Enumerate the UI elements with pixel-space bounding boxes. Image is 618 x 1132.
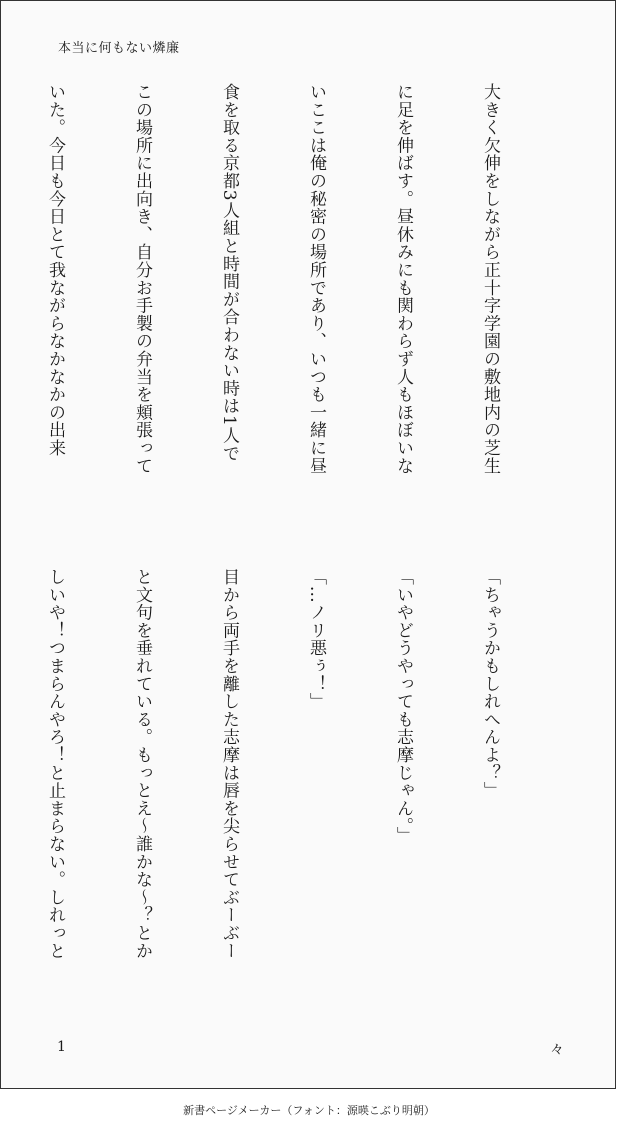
text-line: に足を伸ばす。昼休みにも関わらず人もほぼいな xyxy=(393,83,413,475)
text-line: 大きく欠伸をしながら正十字学園の敷地内の芝生 xyxy=(480,83,500,475)
text-line: 食を取る京都3人組と時間が合わない時は1人で xyxy=(219,83,239,463)
page-number: 1 xyxy=(57,1039,66,1055)
text-line: と文句を垂れている。もっとえ〜誰かな〜？とか xyxy=(132,568,152,960)
text-line: いた。今日も今日とて我ながらなかなかの出来 xyxy=(45,83,65,457)
text-line: いここは俺の秘密の場所であり、いつも一緒に昼 xyxy=(306,83,326,475)
dialogue-line: 「…ノリ悪ぅ！」 xyxy=(306,568,326,711)
page-title: 本当に何もない燐廉 xyxy=(58,41,180,56)
top-text-block xyxy=(0,83,562,513)
text-line: この場所に出向き、自分お手製の弁当を頬張って xyxy=(132,83,152,475)
dialogue-line: 「いやどうやっても志摩じゃん。」 xyxy=(393,568,413,845)
dialogue-line: 「ちゃうかもしれへんよ？」 xyxy=(480,568,500,800)
bottom-text-block xyxy=(0,568,562,998)
footer-caption: 新書ページメーカー（フォント：源暎こぶり明朝） xyxy=(183,1104,435,1117)
page-corner-mark: 々 xyxy=(550,1042,564,1058)
text-line: しいや！つまらんやろ！と止まらない。しれっと xyxy=(45,568,65,960)
text-line: 目から両手を離した志摩は唇を尖らせてぶーぶー xyxy=(219,568,239,960)
